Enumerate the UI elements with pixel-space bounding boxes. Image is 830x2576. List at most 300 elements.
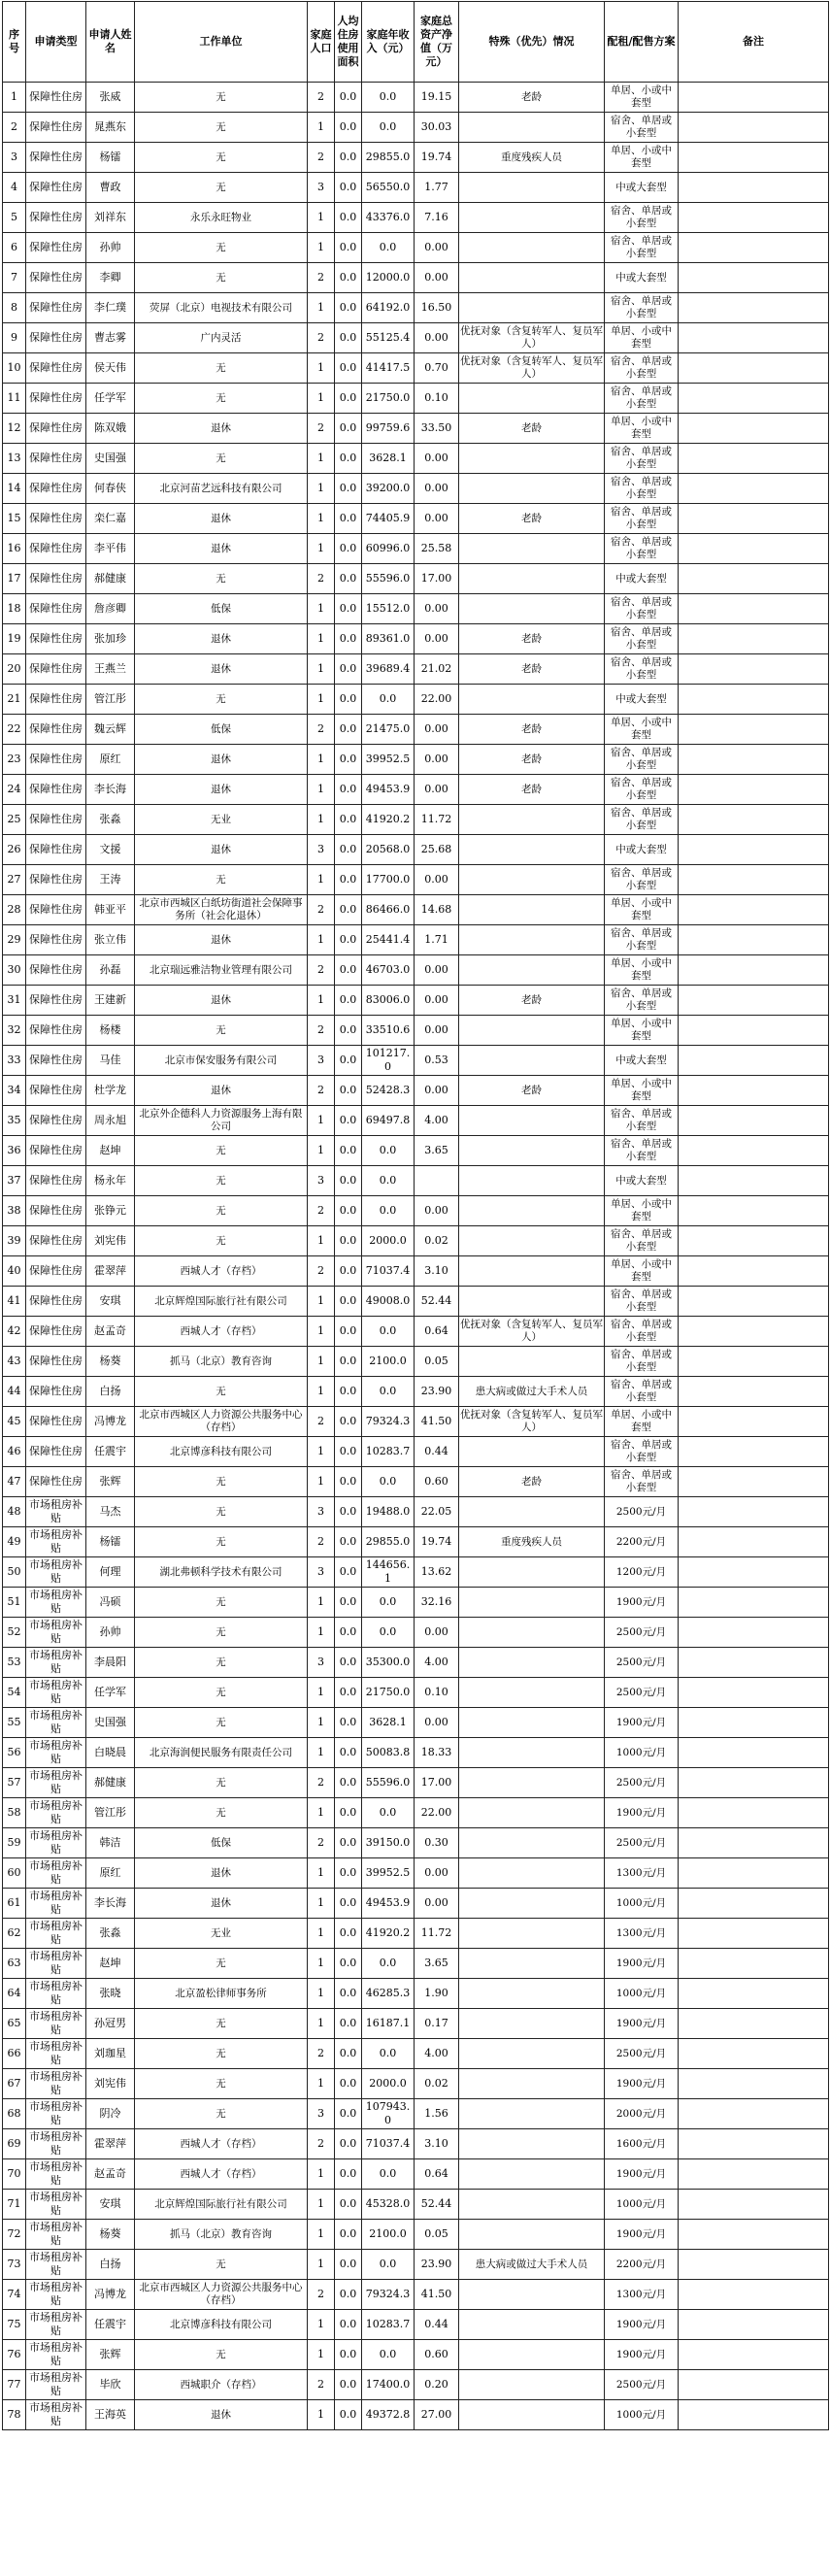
- cell-name: 白扬: [86, 2250, 135, 2280]
- cell-special: [459, 173, 605, 203]
- cell-type: 保障性住房: [26, 775, 86, 805]
- cell-assets: 1.77: [415, 173, 459, 203]
- cell-index: 76: [3, 2340, 26, 2370]
- cell-assets: 0.05: [415, 2220, 459, 2250]
- cell-name: 杨镭: [86, 143, 135, 173]
- cell-plan: 2500元/月: [605, 1618, 679, 1648]
- cell-income: 55596.0: [362, 564, 415, 594]
- cell-type: 保障性住房: [26, 143, 86, 173]
- cell-area: 0.0: [335, 865, 362, 895]
- cell-remark: [679, 1106, 829, 1136]
- cell-index: 56: [3, 1738, 26, 1768]
- cell-plan: 单居、小或中套型: [605, 895, 679, 925]
- cell-index: 62: [3, 1919, 26, 1949]
- cell-income: 21750.0: [362, 1678, 415, 1708]
- table-row: [3, 2370, 829, 2400]
- cell-remark: [679, 2129, 829, 2159]
- cell-employer: 退休: [135, 534, 308, 564]
- cell-employer: 无: [135, 1768, 308, 1798]
- cell-plan: 宿舍、单居或小套型: [605, 1106, 679, 1136]
- table-row: [3, 1196, 829, 1226]
- cell-employer: 西城职介（存档）: [135, 2370, 308, 2400]
- cell-special: 患大病或做过大手术人员: [459, 1377, 605, 1407]
- cell-index: 65: [3, 2009, 26, 2039]
- cell-index: 47: [3, 1467, 26, 1497]
- cell-index: 48: [3, 1497, 26, 1527]
- table-row: [3, 2099, 829, 2129]
- cell-name: 杨永年: [86, 1166, 135, 1196]
- cell-household: 1: [308, 925, 335, 955]
- cell-household: 1: [308, 865, 335, 895]
- cell-name: 刘祥东: [86, 203, 135, 233]
- cell-special: [459, 2069, 605, 2099]
- cell-household: 3: [308, 1648, 335, 1678]
- cell-plan: 2500元/月: [605, 2370, 679, 2400]
- cell-type: 保障性住房: [26, 1437, 86, 1467]
- cell-assets: 41.50: [415, 2280, 459, 2310]
- cell-name: 安琪: [86, 2190, 135, 2220]
- table-row: [3, 685, 829, 715]
- cell-remark: [679, 444, 829, 474]
- cell-household: 1: [308, 2190, 335, 2220]
- cell-type: 保障性住房: [26, 685, 86, 715]
- cell-plan: 1900元/月: [605, 2069, 679, 2099]
- cell-index: 69: [3, 2129, 26, 2159]
- cell-income: 17700.0: [362, 865, 415, 895]
- cell-household: 1: [308, 1738, 335, 1768]
- cell-area: 0.0: [335, 1828, 362, 1858]
- table-row: [3, 1226, 829, 1256]
- cell-special: [459, 1046, 605, 1076]
- cell-plan: 中或大套型: [605, 173, 679, 203]
- cell-name: 陈双娥: [86, 414, 135, 444]
- cell-income: 0.0: [362, 1467, 415, 1497]
- cell-remark: [679, 624, 829, 654]
- cell-assets: 0.00: [415, 323, 459, 353]
- cell-name: 韩亚平: [86, 895, 135, 925]
- cell-assets: 0.10: [415, 1678, 459, 1708]
- cell-area: 0.0: [335, 2370, 362, 2400]
- cell-remark: [679, 2340, 829, 2370]
- cell-household: 1: [308, 986, 335, 1016]
- cell-type: 保障性住房: [26, 1046, 86, 1076]
- cell-name: 张威: [86, 83, 135, 113]
- cell-plan: 单居、小或中套型: [605, 955, 679, 986]
- cell-assets: 25.58: [415, 534, 459, 564]
- cell-remark: [679, 384, 829, 414]
- cell-remark: [679, 2220, 829, 2250]
- cell-name: 曹志雾: [86, 323, 135, 353]
- cell-household: 2: [308, 2280, 335, 2310]
- table-row: [3, 504, 829, 534]
- cell-assets: 17.00: [415, 564, 459, 594]
- cell-special: [459, 1287, 605, 1317]
- cell-assets: 16.50: [415, 293, 459, 323]
- cell-plan: 2000元/月: [605, 2099, 679, 2129]
- cell-assets: 19.15: [415, 83, 459, 113]
- cell-income: 50083.8: [362, 1738, 415, 1768]
- cell-household: 1: [308, 1949, 335, 1979]
- cell-type: 市场租房补贴: [26, 1678, 86, 1708]
- cell-plan: 1000元/月: [605, 1738, 679, 1768]
- cell-household: 2: [308, 1768, 335, 1798]
- table-row: [3, 1858, 829, 1889]
- cell-plan: 单居、小或中套型: [605, 143, 679, 173]
- cell-area: 0.0: [335, 2340, 362, 2370]
- cell-area: 0.0: [335, 143, 362, 173]
- cell-assets: 3.65: [415, 1136, 459, 1166]
- cell-remark: [679, 594, 829, 624]
- cell-remark: [679, 1166, 829, 1196]
- cell-remark: [679, 504, 829, 534]
- cell-area: 0.0: [335, 1648, 362, 1678]
- cell-employer: 无: [135, 1527, 308, 1557]
- cell-household: 1: [308, 1136, 335, 1166]
- cell-name: 白扬: [86, 1377, 135, 1407]
- cell-employer: 低保: [135, 715, 308, 745]
- cell-remark: [679, 1678, 829, 1708]
- cell-plan: 中或大套型: [605, 685, 679, 715]
- cell-index: 31: [3, 986, 26, 1016]
- cell-index: 51: [3, 1588, 26, 1618]
- cell-index: 36: [3, 1136, 26, 1166]
- cell-area: 0.0: [335, 263, 362, 293]
- cell-assets: 0.00: [415, 775, 459, 805]
- cell-index: 13: [3, 444, 26, 474]
- cell-remark: [679, 2009, 829, 2039]
- cell-name: 张立伟: [86, 925, 135, 955]
- cell-income: 55125.4: [362, 323, 415, 353]
- cell-remark: [679, 1467, 829, 1497]
- cell-assets: 0.02: [415, 2069, 459, 2099]
- cell-plan: 宿舍、单居或小套型: [605, 986, 679, 1016]
- cell-employer: 无: [135, 1618, 308, 1648]
- cell-area: 0.0: [335, 895, 362, 925]
- cell-household: 2: [308, 323, 335, 353]
- cell-income: 43376.0: [362, 203, 415, 233]
- cell-index: 49: [3, 1527, 26, 1557]
- cell-type: 市场租房补贴: [26, 1979, 86, 2009]
- cell-household: 3: [308, 1166, 335, 1196]
- cell-type: 保障性住房: [26, 624, 86, 654]
- cell-income: 16187.1: [362, 2009, 415, 2039]
- cell-income: 12000.0: [362, 263, 415, 293]
- cell-index: 35: [3, 1106, 26, 1136]
- cell-assets: 0.60: [415, 2340, 459, 2370]
- cell-remark: [679, 2400, 829, 2430]
- cell-area: 0.0: [335, 1768, 362, 1798]
- cell-type: 市场租房补贴: [26, 1798, 86, 1828]
- cell-remark: [679, 2099, 829, 2129]
- cell-name: 李晨阳: [86, 1648, 135, 1678]
- cell-assets: 0.10: [415, 384, 459, 414]
- cell-plan: 1900元/月: [605, 2310, 679, 2340]
- cell-index: 25: [3, 805, 26, 835]
- cell-employer: 退休: [135, 1889, 308, 1919]
- cell-special: [459, 1106, 605, 1136]
- table-row: [3, 1347, 829, 1377]
- cell-remark: [679, 1196, 829, 1226]
- cell-special: [459, 865, 605, 895]
- cell-household: 1: [308, 1678, 335, 1708]
- cell-index: 60: [3, 1858, 26, 1889]
- cell-index: 45: [3, 1407, 26, 1437]
- cell-assets: 0.70: [415, 353, 459, 384]
- cell-type: 市场租房补贴: [26, 1648, 86, 1678]
- cell-household: 1: [308, 1106, 335, 1136]
- cell-assets: 23.90: [415, 2250, 459, 2280]
- table-row: [3, 1828, 829, 1858]
- table-row: [3, 2250, 829, 2280]
- cell-employer: 无: [135, 83, 308, 113]
- cell-income: 49453.9: [362, 775, 415, 805]
- cell-special: 优抚对象（含复转军人、复员军人）: [459, 1407, 605, 1437]
- cell-area: 0.0: [335, 233, 362, 263]
- cell-type: 保障性住房: [26, 925, 86, 955]
- cell-plan: 宿舍、单居或小套型: [605, 624, 679, 654]
- cell-income: 29855.0: [362, 143, 415, 173]
- cell-assets: 0.00: [415, 474, 459, 504]
- cell-name: 张晓: [86, 1979, 135, 2009]
- cell-type: 保障性住房: [26, 955, 86, 986]
- cell-type: 保障性住房: [26, 504, 86, 534]
- cell-special: [459, 1136, 605, 1166]
- cell-index: 37: [3, 1166, 26, 1196]
- cell-index: 26: [3, 835, 26, 865]
- cell-special: [459, 1708, 605, 1738]
- cell-plan: 宿舍、单居或小套型: [605, 594, 679, 624]
- cell-plan: 1200元/月: [605, 1557, 679, 1588]
- cell-employer: 北京河苗艺远科技有限公司: [135, 474, 308, 504]
- table-row: [3, 1527, 829, 1557]
- cell-index: 12: [3, 414, 26, 444]
- cell-household: 1: [308, 474, 335, 504]
- cell-type: 保障性住房: [26, 1347, 86, 1377]
- cell-index: 61: [3, 1889, 26, 1919]
- cell-income: 64192.0: [362, 293, 415, 323]
- cell-assets: 0.05: [415, 1347, 459, 1377]
- cell-plan: 宿舍、单居或小套型: [605, 925, 679, 955]
- header-row: [3, 2, 829, 83]
- cell-special: [459, 2280, 605, 2310]
- cell-income: 21475.0: [362, 715, 415, 745]
- cell-area: 0.0: [335, 986, 362, 1016]
- col-header-area: 人均住房使用面积: [335, 2, 362, 83]
- cell-area: 0.0: [335, 1437, 362, 1467]
- cell-employer: 无: [135, 353, 308, 384]
- cell-type: 市场租房补贴: [26, 1949, 86, 1979]
- cell-area: 0.0: [335, 1979, 362, 2009]
- cell-name: 王涛: [86, 865, 135, 895]
- cell-assets: 1.56: [415, 2099, 459, 2129]
- cell-index: 2: [3, 113, 26, 143]
- col-header-remark: 备注: [679, 2, 829, 83]
- cell-plan: 单居、小或中套型: [605, 83, 679, 113]
- cell-plan: 宿舍、单居或小套型: [605, 775, 679, 805]
- table-row: [3, 534, 829, 564]
- cell-household: 3: [308, 1497, 335, 1527]
- cell-area: 0.0: [335, 2190, 362, 2220]
- cell-income: 0.0: [362, 2340, 415, 2370]
- cell-employer: 退休: [135, 414, 308, 444]
- cell-index: 54: [3, 1678, 26, 1708]
- cell-special: [459, 805, 605, 835]
- table-row: [3, 1648, 829, 1678]
- cell-special: [459, 444, 605, 474]
- cell-employer: 西城人才（存档）: [135, 1317, 308, 1347]
- cell-index: 23: [3, 745, 26, 775]
- cell-plan: 宿舍、单居或小套型: [605, 1317, 679, 1347]
- cell-household: 1: [308, 685, 335, 715]
- cell-special: [459, 1768, 605, 1798]
- cell-special: [459, 1889, 605, 1919]
- cell-income: 33510.6: [362, 1016, 415, 1046]
- table-row: [3, 414, 829, 444]
- cell-type: 保障性住房: [26, 414, 86, 444]
- cell-household: 1: [308, 624, 335, 654]
- table-row: [3, 2129, 829, 2159]
- cell-remark: [679, 1618, 829, 1648]
- cell-household: 2: [308, 1828, 335, 1858]
- cell-type: 保障性住房: [26, 1226, 86, 1256]
- cell-plan: 单居、小或中套型: [605, 1407, 679, 1437]
- cell-income: 0.0: [362, 113, 415, 143]
- cell-assets: 13.62: [415, 1557, 459, 1588]
- cell-assets: 0.60: [415, 1467, 459, 1497]
- cell-name: 孙冠男: [86, 2009, 135, 2039]
- cell-name: 晁燕东: [86, 113, 135, 143]
- table-row: [3, 113, 829, 143]
- table-row: [3, 986, 829, 1016]
- cell-income: 2100.0: [362, 1347, 415, 1377]
- cell-income: 2100.0: [362, 2220, 415, 2250]
- cell-type: 市场租房补贴: [26, 1618, 86, 1648]
- cell-assets: 18.33: [415, 1738, 459, 1768]
- cell-income: 60996.0: [362, 534, 415, 564]
- cell-plan: 2200元/月: [605, 2250, 679, 2280]
- cell-plan: 1900元/月: [605, 1588, 679, 1618]
- cell-remark: [679, 203, 829, 233]
- cell-remark: [679, 895, 829, 925]
- cell-employer: 无: [135, 2069, 308, 2099]
- cell-index: 50: [3, 1557, 26, 1588]
- cell-special: [459, 1858, 605, 1889]
- cell-household: 2: [308, 715, 335, 745]
- cell-type: 保障性住房: [26, 1407, 86, 1437]
- cell-assets: 1.71: [415, 925, 459, 955]
- cell-employer: 北京外企德科人力资源服务上海有限公司: [135, 1106, 308, 1136]
- cell-employer: 退休: [135, 775, 308, 805]
- cell-remark: [679, 323, 829, 353]
- cell-assets: 17.00: [415, 1768, 459, 1798]
- cell-household: 1: [308, 1226, 335, 1256]
- table-row: [3, 2039, 829, 2069]
- cell-index: 22: [3, 715, 26, 745]
- cell-assets: 0.00: [415, 624, 459, 654]
- cell-special: [459, 2340, 605, 2370]
- cell-name: 张辉: [86, 1467, 135, 1497]
- cell-assets: 3.65: [415, 1949, 459, 1979]
- cell-plan: 1900元/月: [605, 2009, 679, 2039]
- cell-area: 0.0: [335, 444, 362, 474]
- cell-index: 1: [3, 83, 26, 113]
- cell-employer: 广内灵活: [135, 323, 308, 353]
- cell-income: 35300.0: [362, 1648, 415, 1678]
- cell-index: 53: [3, 1648, 26, 1678]
- cell-special: [459, 1196, 605, 1226]
- cell-special: [459, 594, 605, 624]
- cell-special: [459, 2400, 605, 2430]
- cell-employer: 无: [135, 1588, 308, 1618]
- cell-index: 14: [3, 474, 26, 504]
- cell-employer: 无: [135, 233, 308, 263]
- table-row: [3, 1287, 829, 1317]
- table-row: [3, 1437, 829, 1467]
- cell-household: 1: [308, 444, 335, 474]
- cell-assets: 0.17: [415, 2009, 459, 2039]
- cell-area: 0.0: [335, 203, 362, 233]
- cell-index: 32: [3, 1016, 26, 1046]
- cell-type: 保障性住房: [26, 654, 86, 685]
- cell-income: 17400.0: [362, 2370, 415, 2400]
- cell-type: 市场租房补贴: [26, 2220, 86, 2250]
- cell-plan: 2500元/月: [605, 1828, 679, 1858]
- cell-plan: 1900元/月: [605, 1708, 679, 1738]
- cell-assets: 0.00: [415, 594, 459, 624]
- cell-name: 管江彤: [86, 685, 135, 715]
- cell-household: 1: [308, 1798, 335, 1828]
- cell-employer: 无: [135, 143, 308, 173]
- cell-remark: [679, 1256, 829, 1287]
- cell-area: 0.0: [335, 1497, 362, 1527]
- cell-plan: 单居、小或中套型: [605, 1016, 679, 1046]
- cell-remark: [679, 1708, 829, 1738]
- cell-income: 55596.0: [362, 1768, 415, 1798]
- cell-plan: 宿舍、单居或小套型: [605, 865, 679, 895]
- cell-area: 0.0: [335, 1046, 362, 1076]
- cell-remark: [679, 925, 829, 955]
- cell-income: 49372.8: [362, 2400, 415, 2430]
- cell-remark: [679, 775, 829, 805]
- table-row: [3, 1979, 829, 2009]
- cell-plan: 宿舍、单居或小套型: [605, 1467, 679, 1497]
- cell-plan: 2500元/月: [605, 1648, 679, 1678]
- cell-type: 市场租房补贴: [26, 1919, 86, 1949]
- cell-special: [459, 203, 605, 233]
- cell-remark: [679, 1858, 829, 1889]
- cell-area: 0.0: [335, 1708, 362, 1738]
- table-row: [3, 293, 829, 323]
- cell-area: 0.0: [335, 805, 362, 835]
- cell-special: [459, 895, 605, 925]
- cell-assets: 30.03: [415, 113, 459, 143]
- cell-special: 老龄: [459, 414, 605, 444]
- cell-remark: [679, 986, 829, 1016]
- cell-employer: 无: [135, 564, 308, 594]
- cell-employer: 无: [135, 1016, 308, 1046]
- cell-income: 0.0: [362, 1618, 415, 1648]
- cell-type: 市场租房补贴: [26, 2250, 86, 2280]
- cell-assets: 52.44: [415, 1287, 459, 1317]
- table-row: [3, 2069, 829, 2099]
- cell-type: 保障性住房: [26, 1467, 86, 1497]
- cell-name: 侯天伟: [86, 353, 135, 384]
- cell-type: 保障性住房: [26, 1317, 86, 1347]
- cell-remark: [679, 233, 829, 263]
- cell-plan: 2500元/月: [605, 2039, 679, 2069]
- cell-area: 0.0: [335, 654, 362, 685]
- cell-type: 市场租房补贴: [26, 2340, 86, 2370]
